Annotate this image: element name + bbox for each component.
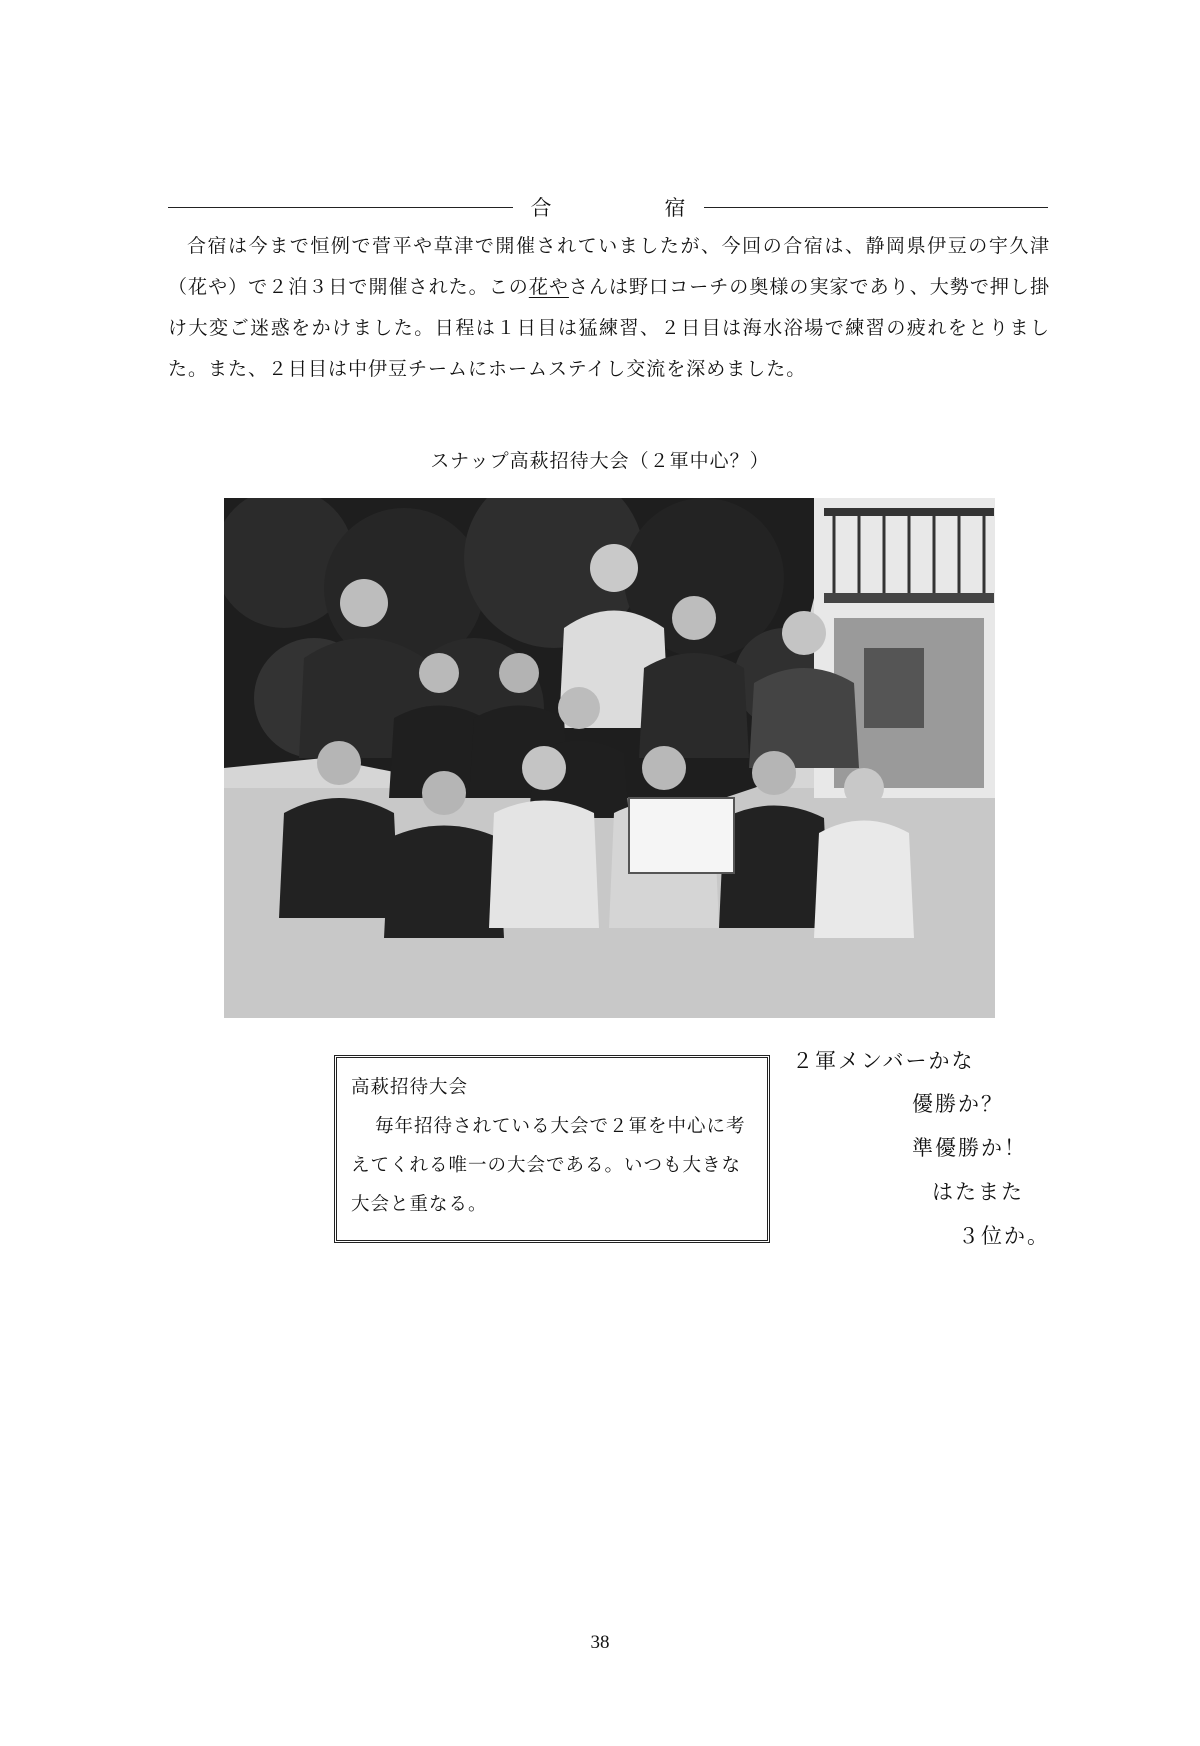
section-heading bbox=[168, 190, 1048, 224]
body-text-part2: さんは野口コーチの奥様の実家であり、大勢で押し掛け大変ご迷惑をかけました。日程は１日目は猛練習、２日目は海水浴場で練習の疲れをとりました。また、２日目は中伊豆チームにホームステイし交流を深めました。 bbox=[168, 276, 1050, 380]
section-title: 合 宿 bbox=[530, 196, 732, 220]
note-box bbox=[334, 1055, 770, 1243]
body-paragraph bbox=[168, 226, 1050, 390]
team-photo-image bbox=[224, 498, 995, 1018]
body-text-part1: 合宿は今まで恒例で菅平や草津で開催されていましたが、今回の合宿は、静岡県伊豆の宇久津（花や）で２泊３日で開催された。この bbox=[168, 235, 1050, 298]
page-number: 38 bbox=[590, 1632, 610, 1653]
note-title: 高萩招待大会 bbox=[351, 1077, 469, 1098]
team-photo bbox=[224, 498, 995, 1018]
remark-line-2: 優勝か？ bbox=[912, 1092, 1004, 1116]
remark-line-3: 準優勝か！ bbox=[912, 1136, 1027, 1160]
heading-rule-right bbox=[704, 207, 1049, 208]
body-text-underlined: 花や bbox=[528, 276, 569, 298]
remark-line-4: はたまた bbox=[932, 1180, 1024, 1204]
photo-caption: スナップ高萩招待大会（２軍中心？） bbox=[430, 450, 770, 472]
note-body: 毎年招待されている大会で２軍を中心に考えてくれる唯一の大会である。いつも大きな大会と重なる。 bbox=[351, 1116, 746, 1215]
remark-line-1: ２軍メンバーかな bbox=[792, 1049, 975, 1073]
heading-rule-left bbox=[168, 207, 513, 208]
remark-line-5: ３位か。 bbox=[958, 1224, 1050, 1248]
